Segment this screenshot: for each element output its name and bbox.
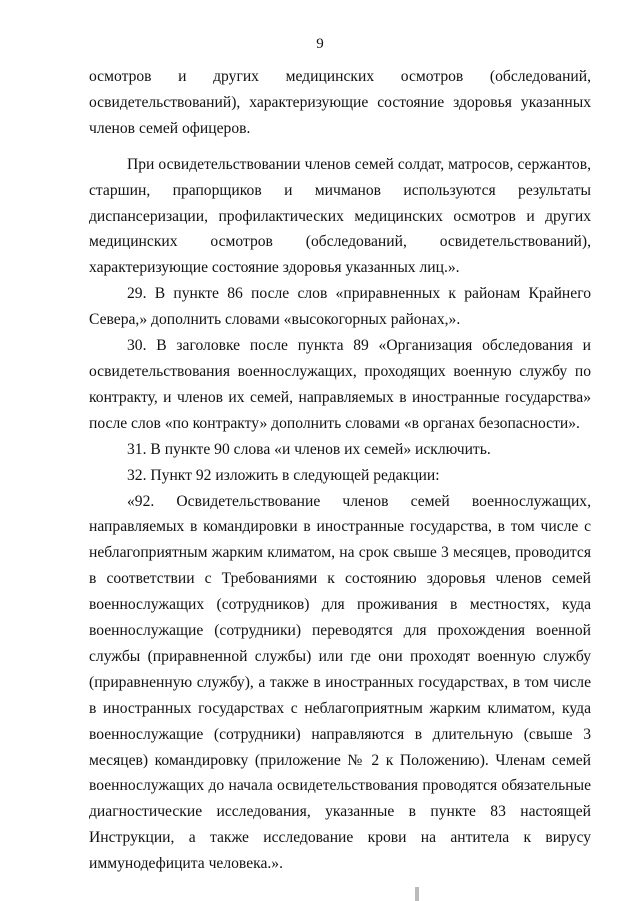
paragraph: При освидетельствовании членов семей солдат, матросов, сержантов, старшин, прапорщиков и мичманов используются результаты диспансеризации, профилактических медицинских осмотров и других медицинских осмотров (обследований, освидетельствований), характеризующие состояние здоровья указанных лиц.». (89, 155, 591, 277)
page-number: 9 (316, 36, 324, 52)
scan-artifact (415, 887, 419, 901)
paragraph-continuation: осмотров и других медицинских осмотров (обследований, освидетельствований), характеризующие состояние здоровья указанных членов семей офицеров. (89, 68, 591, 137)
paragraph: 32. Пункт 92 изложить в следующей редакции: (127, 466, 440, 484)
paragraph: 30. В заголовке после пункта 89 «Организация обследования и освидетельствования военнослужащих, проходящих военную службу по контракту, и членов их семей, направляемых в иностранные государства» после слов «по контракту» дополнить словами «в органах безопасности». (89, 337, 591, 432)
paragraph: 29. В пункте 86 после слов «приравненных к районам Крайнего Севера,» дополнить словами «высокогорных районах,». (89, 285, 591, 329)
document-body (89, 64, 591, 877)
paragraph: 31. В пункте 90 слова «и членов их семей» исключить. (127, 440, 491, 458)
paragraph: «92. Освидетельствование членов семей военнослужащих, направляемых в командировки в иностранные государства, в том числе с неблагоприятным жарким климатом, на срок свыше 3 месяцев, проводится в соответствии с Требованиями к состоянию здоровья членов семей военнослужащих (сотрудников) для проживания в местностях, куда военнослужащие (сотрудники) переводятся для прохождения военной службы (приравненной службы) или где они проходят военную службу (приравненную службу), а также в иностранных государствах, в том числе в иностранных государствах с неблагоприятным жарким климатом, куда военнослужащие (сотрудники) направляются в длительную (свыше 3 месяцев) командировку (приложение № 2 к Положению). Членам семей военнослужащих до начала освидетельствования проводятся обязательные диагностические исследования, указанные в пункте 83 настоящей Инструкции, а также исследование крови на антитела к вирусу иммунодефицита человека.». (89, 492, 591, 873)
